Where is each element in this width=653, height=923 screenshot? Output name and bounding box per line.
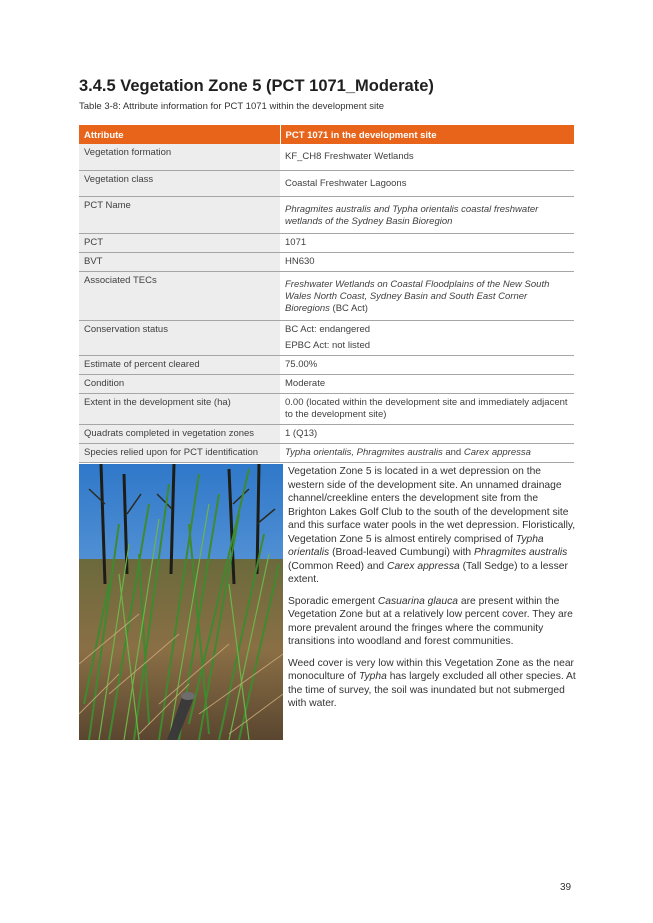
text: has largely excluded all other species. At the time of survey, the soil was inundated but not submerged with water. [288,671,576,709]
row-label: Species relied upon for PCT identification [79,443,280,462]
tec-act: (BC Act) [329,302,368,314]
species-and: and [442,446,464,458]
text: are present within the Vegetation Zone but at a relatively low percent cover. They are more prevalent around the fringes where the community transitions into woodland and forest communities. [288,595,573,647]
table-row [79,271,574,320]
row-value: Phragmites australis and Typha orientalis coastal freshwater wetlands of the Sydney Basin Bioregion [280,196,574,233]
tec-name: Freshwater Wetlands on Coastal Floodplains of the New South Wales North Coast, Sydney Basin and South East Corner Bioregions [285,278,550,314]
table-row [79,443,574,462]
row-value [280,443,574,462]
text: (Common Reed) and [288,560,388,572]
row-value: 0.00 (located within the development site and immediately adjacent to the development site) [280,393,574,424]
text: Weed cover is very low within this Vegetation Zone as the near monoculture of [288,657,574,682]
row-value: Coastal Freshwater Lagoons [280,170,574,196]
row-value: KF_CH8 Freshwater Wetlands [280,144,574,170]
epbc-act-status: EPBC Act: not listed [285,339,371,351]
paragraph-composition [288,465,578,587]
table-row [79,170,574,196]
species-name: Typha orientalis [288,533,544,558]
text: Vegetation Zone 5 is located in a wet depression on the western side of the development site. An unnamed drainage channel/creekline enters the development site from the Brighton Lakes Golf Club to the south of the development site and this surface water pools in the wet depression. Floristically, Vegetation Zone 5 is almost entirely comprised of [288,466,576,545]
row-label: Extent in the development site (ha) [79,393,280,424]
row-label: PCT [79,233,280,252]
attribute-table [79,125,575,463]
section-heading: 3.4.5 Vegetation Zone 5 (PCT 1071_Moderate) [79,77,434,95]
zone-description [288,465,578,719]
row-value [280,320,574,355]
row-label: Vegetation formation [79,144,280,170]
row-label: Quadrats completed in vegetation zones [79,424,280,443]
table-row [79,252,574,271]
table-row [79,233,574,252]
table-row [79,374,574,393]
species-name: Casuarina glauca [377,595,459,607]
row-label: BVT [79,252,280,271]
table-row [79,144,574,170]
paragraph-weeds [288,657,578,711]
text: (Tall Sedge) to a lesser extent. [288,560,568,585]
row-value: 1071 [280,233,574,252]
species-2: Carex appressa [463,446,531,458]
vegetation-photo [79,464,283,740]
species-name: Typha [358,671,387,682]
row-label: Associated TECs [79,271,280,320]
column-header-pct: PCT 1071 in the development site [280,125,574,144]
column-header-attribute: Attribute [79,125,280,144]
text: Sporadic emergent [288,595,378,607]
species-name: Phragmites australis [474,547,568,558]
table-row [79,355,574,374]
row-label: Conservation status [79,320,280,355]
table-caption: Table 3-8: Attribute information for PCT 1071 within the development site [79,101,385,112]
row-label: Condition [79,374,280,393]
table-row [79,320,574,355]
row-label: Vegetation class [79,170,280,196]
page-number: 39 [560,882,572,893]
table-row [79,196,574,233]
table-row [79,424,574,443]
row-label: PCT Name [79,196,280,233]
species-1: Typha orientalis, Phragmites australis [285,446,443,458]
species-name: Carex appressa [387,560,460,572]
row-value: HN630 [280,252,574,271]
table-row [79,393,574,424]
row-value: 75.00% [280,355,574,374]
paragraph-emergents [288,595,578,649]
text: (Broad-leaved Cumbungi) with [329,547,475,558]
row-value: Moderate [280,374,574,393]
bc-act-status: BC Act: endangered [285,323,371,335]
row-label: Estimate of percent cleared [79,355,280,374]
table-header-row [79,125,574,144]
row-value: 1 (Q13) [280,424,574,443]
row-value [280,271,574,320]
